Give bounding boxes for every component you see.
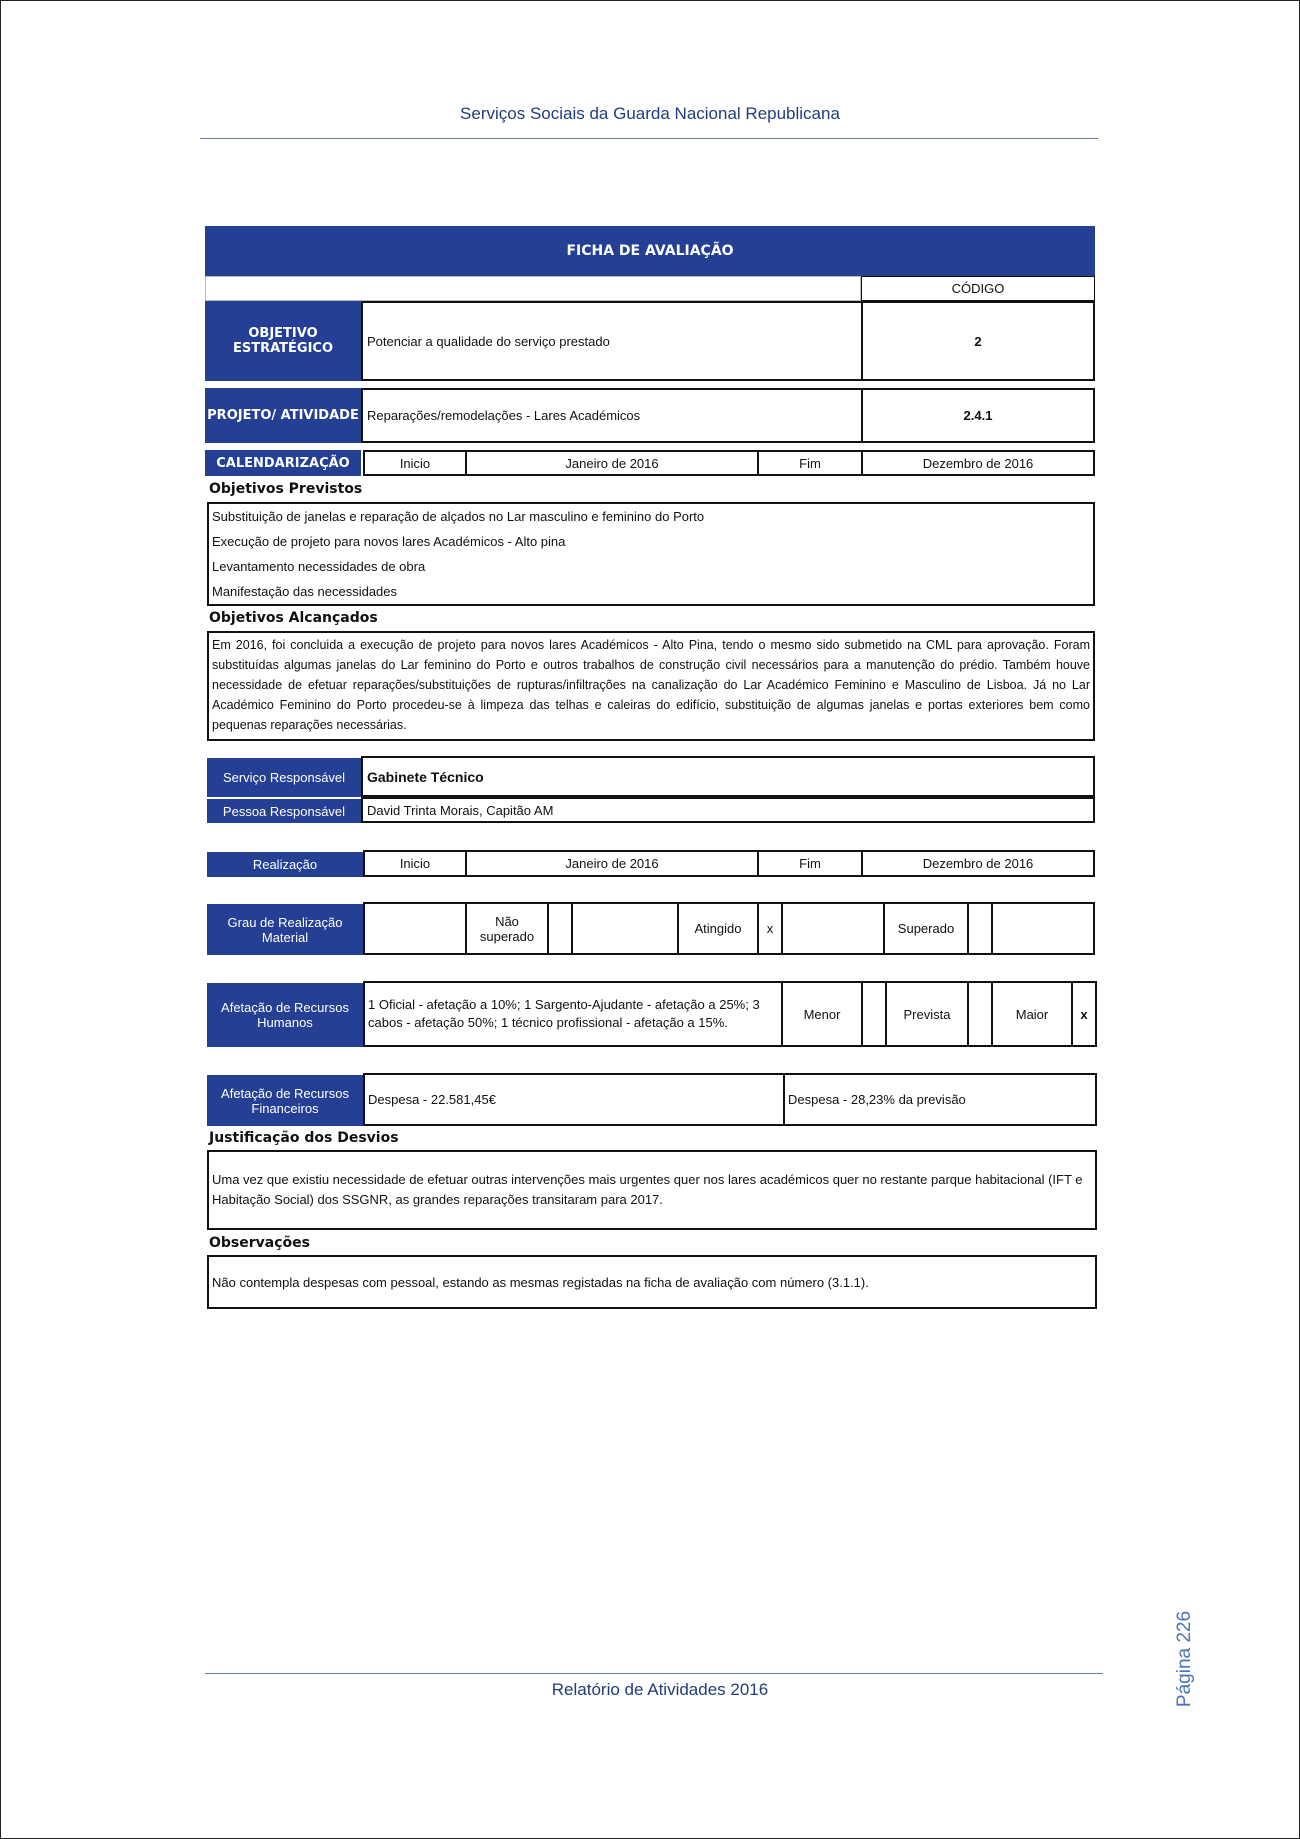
alcancados-label: Objetivos Alcançados — [209, 610, 378, 626]
grau-label: Grau de Realização Material — [207, 904, 363, 955]
observacoes-label: Observações — [209, 1235, 310, 1251]
justificacao-text: Uma vez que existiu necessidade de efetuar outras intervenções mais urgentes quer nos lares académicos quer no restante parque habitacional (IFT e Habitação Social) dos SSGNR, as grandes reparações transitaram para 2017. — [207, 1150, 1097, 1230]
pessoa-value: David Trinta Morais, Capitão AM — [361, 797, 1095, 823]
footer-report-title: Relatório de Atividades 2016 — [551, 1680, 769, 1699]
humanos-maior-checkbox[interactable]: x — [1071, 981, 1097, 1047]
list-item: Manifestação das necessidades — [212, 584, 398, 599]
realizacao-inicio-label: Inicio — [363, 850, 467, 877]
humanos-label: Afetação de Recursos Humanos — [207, 983, 363, 1047]
header-organization: Serviços Sociais da Guarda Nacional Republicana — [460, 104, 840, 123]
header-divider — [200, 138, 1098, 139]
objetivo-code: 2 — [861, 301, 1095, 381]
humanos-prevista-checkbox[interactable] — [967, 981, 993, 1047]
calendarizacao-fim: Dezembro de 2016 — [861, 450, 1095, 476]
grau-superado-checkbox[interactable] — [967, 902, 993, 955]
list-item: Levantamento necessidades de obra — [212, 559, 426, 574]
pessoa-label: Pessoa Responsável — [207, 799, 361, 823]
humanos-prevista-label: Prevista — [885, 981, 969, 1047]
servico-label: Serviço Responsável — [207, 758, 361, 797]
grau-blank-2 — [571, 902, 679, 955]
title-spacer — [205, 276, 861, 301]
realizacao-inicio: Janeiro de 2016 — [465, 850, 759, 877]
calendarizacao-label: CALENDARIZAÇÃO — [205, 450, 361, 476]
code-header: CÓDIGO — [861, 276, 1095, 301]
humanos-menor-checkbox[interactable] — [861, 981, 887, 1047]
realizacao-label: Realização — [207, 852, 363, 877]
list-item: Execução de projeto para novos lares Académicos - Alto pina — [212, 534, 566, 549]
page-number-text: Página 226 — [1174, 1610, 1195, 1708]
realizacao-fim: Dezembro de 2016 — [861, 850, 1095, 877]
page-number — [1150, 1588, 1220, 1748]
objetivo-label: OBJETIVO ESTRATÉGICO — [205, 301, 361, 381]
calendarizacao-fim-label: Fim — [757, 450, 863, 476]
grau-nao-superado-label: Não superado — [465, 902, 549, 955]
realizacao-fim-label: Fim — [757, 850, 863, 877]
financeiros-label: Afetação de Recursos Financeiros — [207, 1075, 363, 1126]
alcancados-text: Em 2016, foi concluida a execução de projeto para novos lares Académicos - Alto Pina, tendo o mesmo sido submetido na CML para aprovação. Foram substituídas algumas janelas do Lar feminino do Porto e outros trabalhos de construção civil necessários para a manutenção do prédio. Também houve necessidade de efetuar reparações/substituições de rupturas/infiltrações na canalização do Lar Académico Feminino e Masculino de Lisboa. Já no Lar Académico Feminino do Porto procedeu-se à limpeza das telhas e caleiras do edifício, substituição de algumas janelas e portas exteriores bem como pequenas reparações necessárias. — [207, 631, 1095, 741]
observacoes-text: Não contempla despesas com pessoal, estando as mesmas registadas na ficha de avaliação com número (3.1.1). — [207, 1255, 1097, 1309]
projeto-label: PROJETO/ ATIVIDADE — [205, 388, 361, 443]
financeiros-percentagem: Despesa - 28,23% da previsão — [783, 1073, 1097, 1126]
previstos-label: Objetivos Previstos — [209, 481, 363, 497]
grau-superado-label: Superado — [883, 902, 969, 955]
calendarizacao-inicio: Janeiro de 2016 — [465, 450, 759, 476]
previstos-list — [207, 502, 1095, 606]
grau-blank-4 — [991, 902, 1095, 955]
footer-divider — [205, 1673, 1103, 1674]
grau-nao-superado-checkbox[interactable] — [547, 902, 573, 955]
grau-blank-1 — [363, 902, 467, 955]
humanos-menor-label: Menor — [781, 981, 863, 1047]
humanos-maior-label: Maior — [991, 981, 1073, 1047]
justificacao-label: Justificação dos Desvios — [209, 1130, 399, 1146]
objetivo-value: Potenciar a qualidade do serviço prestado — [361, 301, 863, 381]
financeiros-despesa: Despesa - 22.581,45€ — [363, 1073, 785, 1126]
list-item: Substituição de janelas e reparação de alçados no Lar masculino e feminino do Porto — [212, 509, 705, 524]
projeto-value: Reparações/remodelações - Lares Académicos — [361, 388, 863, 443]
calendarizacao-inicio-label: Inicio — [363, 450, 467, 476]
projeto-code: 2.4.1 — [861, 388, 1095, 443]
humanos-text: 1 Oficial - afetação a 10%; 1 Sargento-Ajudante - afetação a 25%; 3 cabos - afetação 50%; 1 técnico profissional - afetação a 15%. — [363, 981, 783, 1047]
grau-atingido-label: Atingido — [677, 902, 759, 955]
servico-value: Gabinete Técnico — [361, 756, 1095, 797]
grau-atingido-checkbox[interactable]: x — [757, 902, 783, 955]
form-title: FICHA DE AVALIAÇÃO — [205, 226, 1095, 276]
grau-blank-3 — [781, 902, 885, 955]
